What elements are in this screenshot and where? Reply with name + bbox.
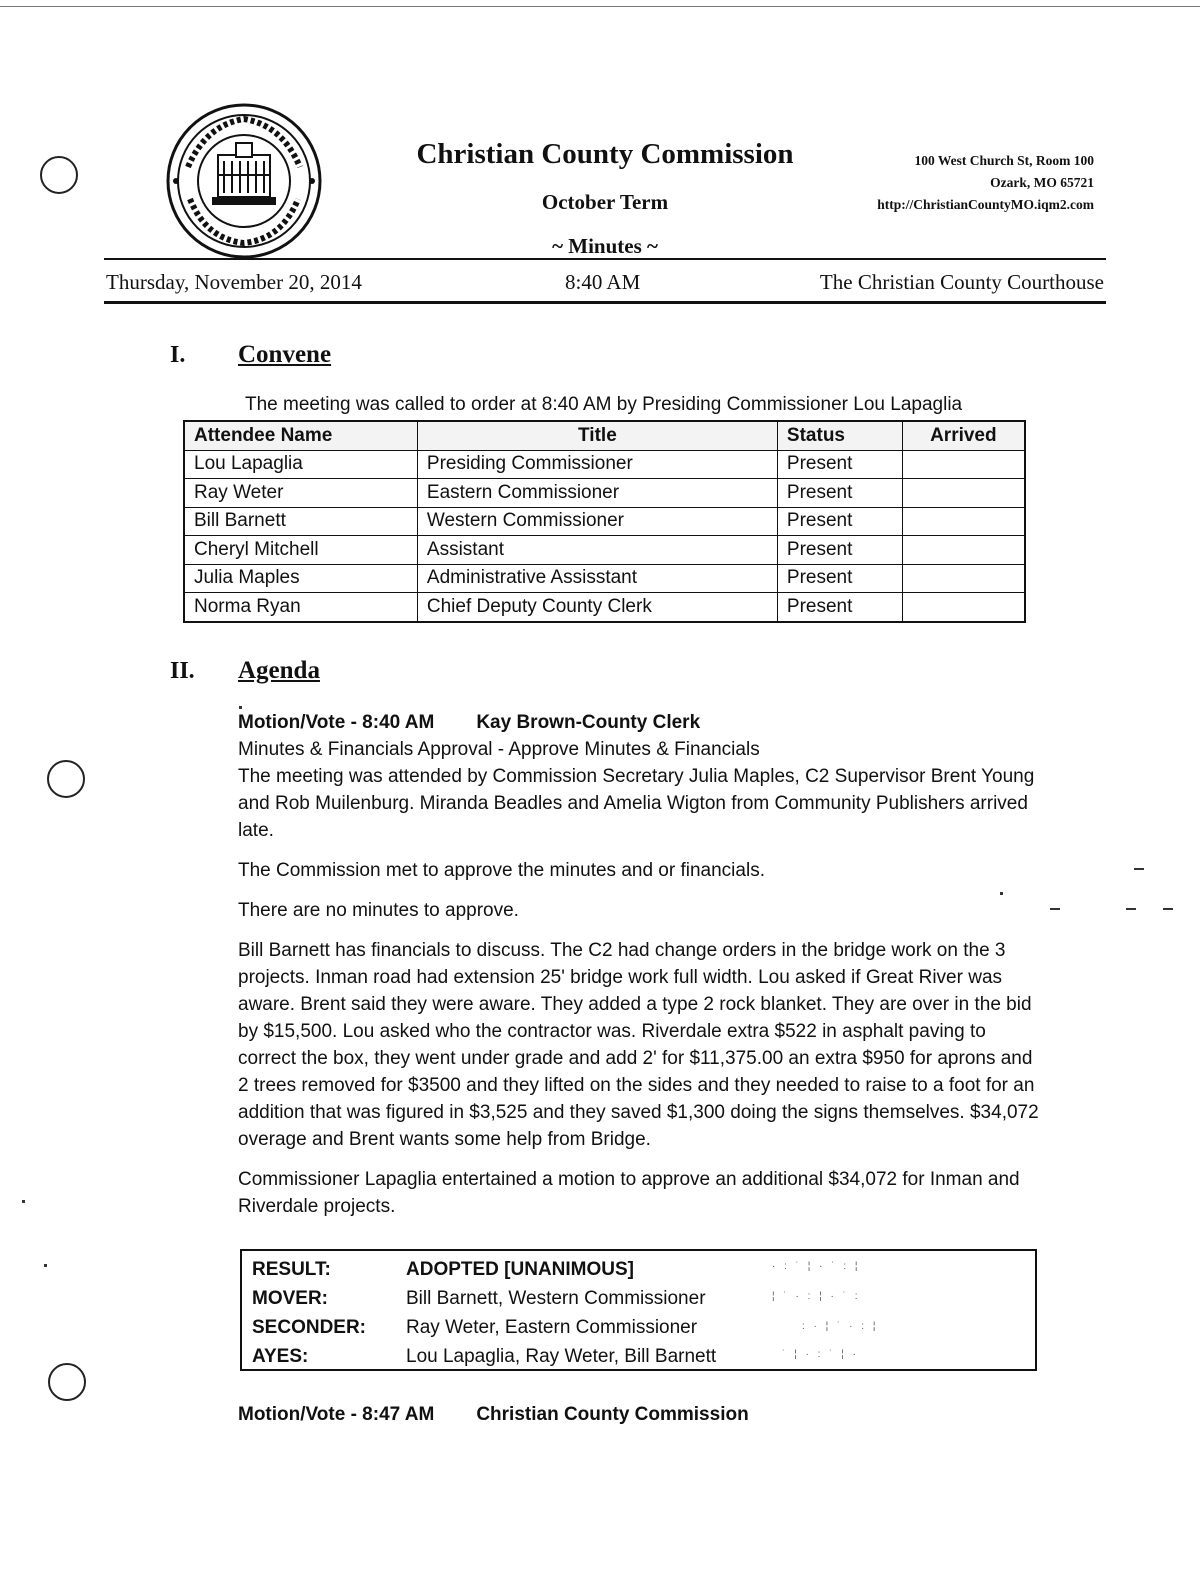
section-number: II. bbox=[170, 658, 195, 684]
table-header-row bbox=[184, 421, 1025, 450]
attendee-name: Cheryl Mitchell bbox=[184, 536, 417, 565]
column-header: Attendee Name bbox=[184, 421, 417, 450]
column-header: Title bbox=[417, 421, 777, 450]
motion-1-label: Motion/Vote - 8:40 AM bbox=[238, 712, 435, 733]
scan-noise: ¦ ˙ · : ¦ · ˙ : bbox=[772, 1291, 861, 1302]
result-label: RESULT: bbox=[252, 1259, 331, 1280]
attendee-title: Chief Deputy County Clerk bbox=[417, 593, 777, 622]
table-row bbox=[184, 536, 1025, 565]
scan-noise: · : ˙ ¦ · ˙ : ¦ bbox=[772, 1261, 861, 1272]
ayes-label: AYES: bbox=[252, 1346, 309, 1367]
attendee-arrived bbox=[902, 564, 1025, 593]
table-row bbox=[184, 564, 1025, 593]
motion-1-paragraph: There are no minutes to approve. bbox=[238, 900, 519, 921]
header-rule-top bbox=[104, 258, 1106, 260]
attendee-name: Bill Barnett bbox=[184, 507, 417, 536]
attendee-status: Present bbox=[777, 564, 902, 593]
scan-noise: ˙ ¦ · : ˙ ¦ · bbox=[782, 1349, 859, 1360]
website-link[interactable]: http://ChristianCountyMO.iqm2.com bbox=[877, 197, 1094, 212]
motion-1-paragraph: The meeting was attended by Commission Secretary Julia Maples, C2 Supervisor Brent Young and Rob Muilenburg. Miranda Beadles and Amelia Wigton from Community Publishers arrived late. bbox=[238, 766, 1035, 841]
motion-1-by: Kay Brown-County Clerk bbox=[476, 712, 701, 733]
meeting-time: 8:40 AM bbox=[565, 270, 641, 294]
seconder-label: SECONDER: bbox=[252, 1317, 367, 1338]
attendee-name: Julia Maples bbox=[184, 564, 417, 593]
punch-hole-icon bbox=[47, 760, 85, 798]
address-block bbox=[877, 150, 1094, 216]
seconder-value: Ray Weter, Eastern Commissioner bbox=[406, 1317, 698, 1338]
ayes-value: Lou Lapaglia, Ray Weter, Bill Barnett bbox=[406, 1346, 717, 1367]
meeting-date: Thursday, November 20, 2014 bbox=[106, 270, 362, 294]
motion-2-label: Motion/Vote - 8:47 AM bbox=[238, 1404, 435, 1425]
attendee-status: Present bbox=[777, 536, 902, 565]
motion-1-paragraph: Bill Barnett has financials to discuss. The C2 had change orders in the bridge work on the 3 projects. Inman road had extension 25' bridge work full width. Lou asked if Great River was aware. Brent said they were aware. They added a type 2 rock blanket. They are over in the bid by $15,500. Lou asked who the contractor was. Riverdale extra $522 in asphalt paving to correct the box, they went under grade and add 2' for $11,375.00 an extra $950 for aprons and 2 trees removed for $3500 and they lifted on the sides and they needed to raise to a foot for an addition that was figured in $3,525 and they saved $1,300 doing the signs themselves. $34,072 overage and Brent wants some help from Bridge. bbox=[238, 940, 1039, 1150]
mover-value: Bill Barnett, Western Commissioner bbox=[406, 1288, 706, 1309]
motion-1-subject: Minutes & Financials Approval - Approve Minutes & Financials bbox=[238, 739, 760, 760]
motion-1-paragraph: Commissioner Lapaglia entertained a motion to approve an additional $34,072 for Inman and Riverdale projects. bbox=[238, 1169, 1020, 1217]
meeting-location: The Christian County Courthouse bbox=[819, 270, 1104, 294]
scan-mark bbox=[239, 706, 242, 709]
convene-intro: The meeting was called to order at 8:40 AM by Presiding Commissioner Lou Lapaglia bbox=[245, 394, 963, 415]
minutes-label: ~ Minutes ~ bbox=[552, 234, 658, 258]
scan-mark bbox=[1163, 908, 1173, 910]
motion-1-paragraph: The Commission met to approve the minutes and or financials. bbox=[238, 860, 765, 881]
scan-mark bbox=[1126, 908, 1136, 910]
attendee-name: Lou Lapaglia bbox=[184, 450, 417, 479]
term-label: October Term bbox=[541, 190, 669, 214]
scan-mark bbox=[1134, 868, 1144, 870]
header-rule-bottom bbox=[104, 301, 1106, 304]
scan-mark bbox=[1000, 892, 1003, 895]
motion-2-header bbox=[238, 1404, 749, 1426]
organization-title: Christian County Commission bbox=[416, 138, 794, 170]
section-title-convene: Convene bbox=[238, 341, 332, 368]
attendee-name: Norma Ryan bbox=[184, 593, 417, 622]
motion-2-by: Christian County Commission bbox=[476, 1404, 749, 1425]
attendee-title: Assistant bbox=[417, 536, 777, 565]
attendee-title: Presiding Commissioner bbox=[417, 450, 777, 479]
vote-result-box bbox=[240, 1249, 1037, 1371]
attendee-status: Present bbox=[777, 450, 902, 479]
column-header: Arrived bbox=[902, 421, 1025, 450]
address-line-2: Ozark, MO 65721 bbox=[990, 175, 1094, 190]
page-top-edge bbox=[0, 6, 1200, 7]
punch-hole-icon bbox=[48, 1363, 86, 1401]
attendee-title: Western Commissioner bbox=[417, 507, 777, 536]
attendee-arrived bbox=[902, 479, 1025, 508]
result-value: ADOPTED [UNANIMOUS] bbox=[406, 1259, 634, 1280]
attendee-title: Administrative Assisstant bbox=[417, 564, 777, 593]
table-row bbox=[184, 593, 1025, 622]
table-row bbox=[184, 479, 1025, 508]
attendee-status: Present bbox=[777, 593, 902, 622]
attendee-arrived bbox=[902, 450, 1025, 479]
motion-1-header bbox=[238, 709, 1048, 736]
attendee-status: Present bbox=[777, 507, 902, 536]
scan-mark bbox=[1050, 908, 1060, 910]
section-title-agenda: Agenda bbox=[238, 657, 320, 684]
section-number: I. bbox=[170, 342, 186, 368]
attendee-table bbox=[183, 420, 1026, 623]
attendee-name: Ray Weter bbox=[184, 479, 417, 508]
mover-label: MOVER: bbox=[252, 1288, 328, 1309]
county-seal-icon bbox=[166, 103, 322, 259]
attendee-arrived bbox=[902, 507, 1025, 536]
motion-1-block bbox=[238, 709, 1048, 1233]
address-line-1: 100 West Church St, Room 100 bbox=[914, 153, 1094, 168]
scan-mark bbox=[22, 1200, 25, 1203]
attendee-title: Eastern Commissioner bbox=[417, 479, 777, 508]
attendee-arrived bbox=[902, 593, 1025, 622]
column-header: Status bbox=[777, 421, 902, 450]
attendee-status: Present bbox=[777, 479, 902, 508]
table-row bbox=[184, 450, 1025, 479]
scan-mark bbox=[44, 1264, 47, 1267]
table-row bbox=[184, 507, 1025, 536]
attendee-arrived bbox=[902, 536, 1025, 565]
punch-hole-icon bbox=[40, 156, 78, 194]
scan-noise: : · ¦ ˙ · : ¦ bbox=[802, 1321, 879, 1332]
